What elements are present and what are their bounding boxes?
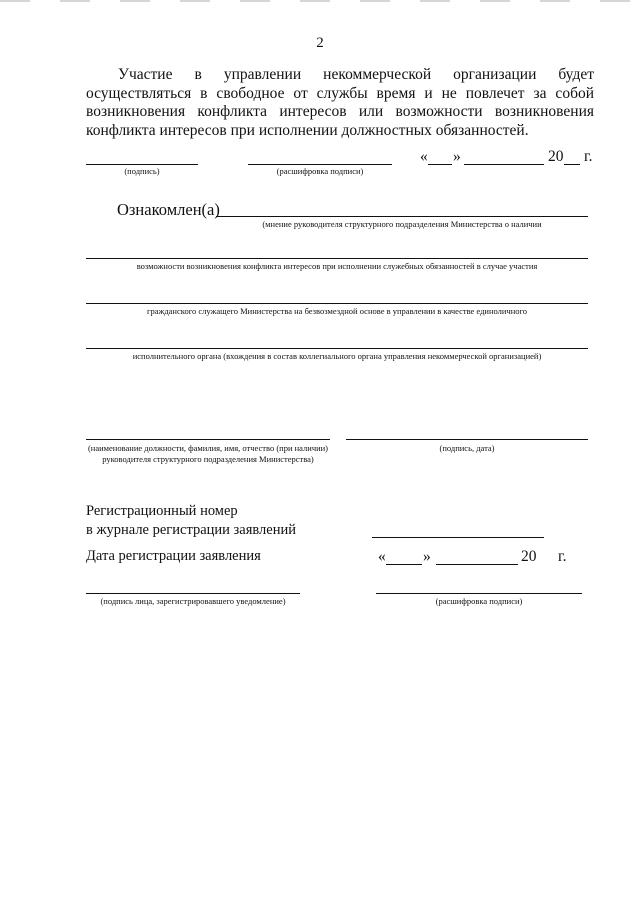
sign-date-line [346, 439, 588, 440]
date-day-line [428, 164, 452, 165]
paragraph-line-3: возникновения конфликта интересов или возможности возникновения [86, 103, 594, 120]
reg-date-year-prefix: 20 [521, 548, 537, 565]
page-number: 2 [316, 35, 324, 51]
position-caption: (наименование должности, фамилия, имя, отчество (при наличии) руководителя структурного подразделения Министерства) [87, 443, 329, 464]
registrar-decoding-line [376, 593, 582, 594]
acquainted-caption-3: гражданского служащего Министерства на безвозмездной основе в управлении в качестве единоличного [146, 306, 528, 316]
acquainted-caption-1: (мнение руководителя структурного подразделения Министерства о наличии [262, 219, 542, 229]
registrar-caption: (подпись лица, зарегистрировавшего уведомление) [100, 596, 286, 606]
position-line [86, 439, 330, 440]
reg-date-month-line [436, 564, 518, 565]
signature-caption: (подпись) [124, 166, 160, 176]
date-year-suffix: г. [584, 148, 593, 165]
reg-date-year-suffix: г. [558, 548, 567, 565]
registrar-decoding-caption: (расшифровка подписи) [435, 596, 523, 606]
signature-line [86, 164, 198, 165]
paragraph-line-1: Участие в управлении некоммерческой организации будет [118, 66, 594, 83]
date-month-line [464, 164, 544, 165]
scan-edge [0, 0, 640, 2]
statement-paragraph [86, 66, 594, 140]
acquainted-line [216, 216, 588, 217]
registration-date-label: Дата регистрации заявления [86, 548, 261, 564]
acquainted-caption-2: возможности возникновения конфликта интересов при исполнении служебных обязанностей в случае участия [136, 261, 538, 271]
reg-date-day-line [386, 564, 422, 565]
registrar-signature-line [86, 593, 300, 594]
acquainted-label: Ознакомлен(а) [117, 200, 220, 219]
opinion-line-4 [86, 348, 588, 349]
decoding-line [248, 164, 392, 165]
opinion-line-2 [86, 258, 588, 259]
acquainted-caption-4: исполнительного органа (вхождения в состав коллегиального органа управления некоммерческой организацией) [132, 351, 542, 361]
reg-date-quote-close: » [423, 548, 431, 565]
paragraph-line-2: осуществляться в свободное от службы время и не повлечет за собой [86, 84, 594, 102]
registration-number-label-line-2: в журнале регистрации заявлений [86, 521, 296, 538]
decoding-caption: (расшифровка подписи) [276, 166, 364, 176]
date-quote-close: » [453, 148, 461, 165]
reg-date-quote-open: « [378, 548, 386, 565]
registration-number-label [86, 502, 296, 539]
sign-date-caption: (подпись, дата) [439, 443, 495, 453]
paragraph-line-4: конфликта интересов при исполнении должностных обязанностей. [86, 121, 529, 139]
date-year-prefix: 20 [548, 148, 564, 165]
registration-number-label-line-1: Регистрационный номер [86, 503, 238, 519]
date-year-line [564, 164, 580, 165]
registration-number-line [372, 537, 544, 538]
date-quote-open: « [420, 148, 428, 165]
opinion-line-3 [86, 303, 588, 304]
